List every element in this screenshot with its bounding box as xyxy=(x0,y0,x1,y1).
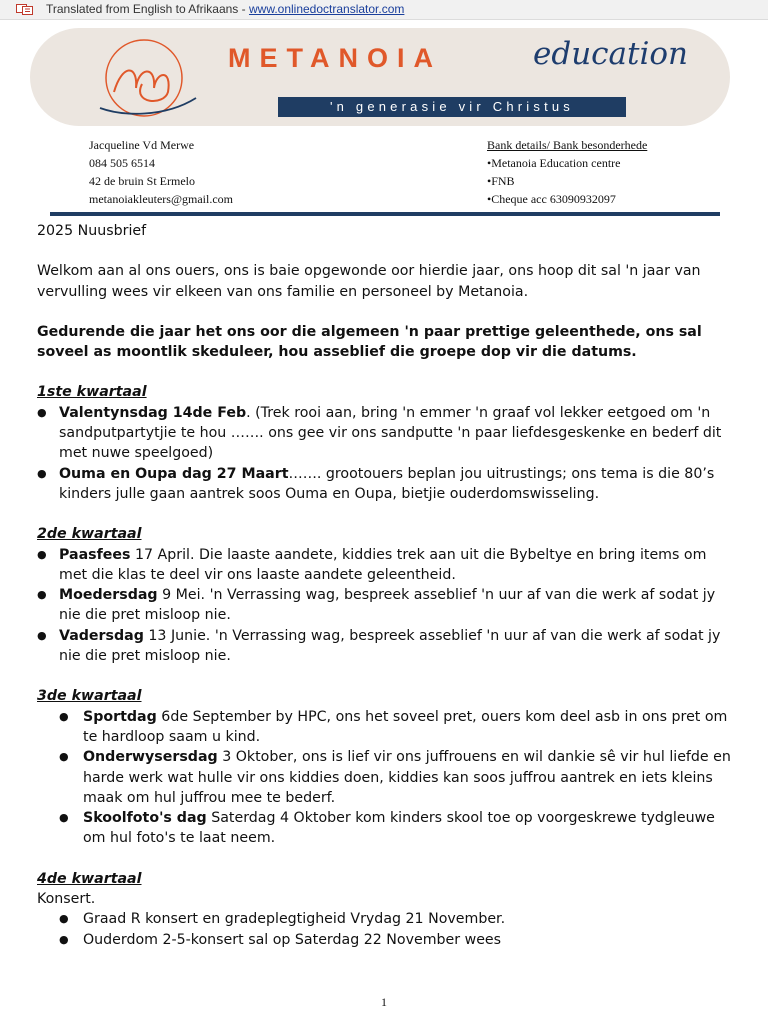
section-heading-q2: 2de kwartaal xyxy=(37,526,142,543)
q3-list xyxy=(37,707,737,849)
event-label: Ouma en Oupa dag 27 Maart xyxy=(59,465,289,482)
contact-name: Jacqueline Vd Merwe xyxy=(89,138,195,152)
event-text: 6de September by HPC, ons het soveel pret, ouers kom deel asb in ons pret om te hardloop saam u kind. xyxy=(83,708,728,745)
list-item: ● Ouderdom 2-5-konsert sal op Saterdag 22 November wees xyxy=(37,930,737,950)
q2-list xyxy=(37,545,737,667)
event-label: Sportdag xyxy=(83,708,157,725)
list-item xyxy=(37,626,737,667)
section-heading-q3: 3de kwartaal xyxy=(37,688,142,705)
bank-name: •Metanoia Education centre xyxy=(487,156,621,170)
bank-details xyxy=(487,136,647,208)
bank-account: •Cheque acc 63090932097 xyxy=(487,192,616,206)
event-label: Moedersdag xyxy=(59,587,158,604)
list-item xyxy=(37,403,737,464)
list-item xyxy=(37,585,737,626)
translation-notice xyxy=(46,2,404,16)
event-text: 9 Mei. 'n Verrassing wag, bespreek asseblief 'n uur af van die werk af sodat jy nie die pret misloop nie. xyxy=(59,587,716,624)
q1-list xyxy=(37,403,737,504)
brand-name: METANOIA xyxy=(228,43,442,73)
list-item xyxy=(37,464,737,505)
event-text: ……. grootouers beplan jou uitrustings; ons tema is die 80’s kinders julle gaan aantrek soos Ouma en Oupa, bietjie ouderdomswisseling. xyxy=(59,465,715,502)
list-item xyxy=(37,808,737,849)
section-subheading: Konsert. xyxy=(37,891,96,908)
bank-bank: •FNB xyxy=(487,174,515,188)
contact-phone: 084 505 6514 xyxy=(89,156,155,170)
translator-link[interactable]: www.onlinedoctranslator.com xyxy=(248,2,405,16)
newsletter-title: 2025 Nuusbrief xyxy=(37,223,147,239)
event-label: Onderwysersdag xyxy=(83,749,218,766)
translate-icon xyxy=(16,4,34,15)
list-item: ● Graad R konsert en gradeplegtigheid Vrydag 21 November. xyxy=(37,909,737,929)
event-text: . (Trek rooi aan, bring 'n emmer 'n graaf vol lekker eetgoed om 'n sandputpartytjie te hou ……. ons gee vir ons sandputte 'n paar liefdesgeskenke en bederf dit met nuwe speelgoed) xyxy=(59,404,722,462)
logo-swirl-icon xyxy=(92,34,202,122)
intro-bold-paragraph: Gedurende die jaar het ons oor die algemeen 'n paar prettige geleenthede, ons sal soveel as moontlik skeduleer, hou asseblief die groepe dop vir die datums. xyxy=(37,323,702,361)
list-item xyxy=(37,545,737,586)
event-text: Saterdag 4 Oktober kom kinders skool toe op voorgeskrewe tydgleuwe om hul foto's te laat neem. xyxy=(83,810,715,847)
section-heading-q1: 1ste kwartaal xyxy=(37,384,147,401)
list-item xyxy=(37,707,737,748)
newsletter-body xyxy=(37,221,737,950)
brand-script: education xyxy=(533,36,688,72)
translation-label: Translated from English to Afrikaans - xyxy=(46,2,249,16)
event-label: Vadersdag xyxy=(59,627,144,644)
page-number: 1 xyxy=(381,995,387,1009)
contact-address: 42 de bruin St Ermelo xyxy=(89,174,195,188)
list-item xyxy=(37,747,737,808)
event-label: Skoolfoto's dag xyxy=(83,810,207,827)
event-text: 3 Oktober, ons is lief vir ons juffrouens en wil dankie sê vir hul liefde en harde werk wat hulle vir ons kiddies doen, kiddies kan soos juffrou aantrek en iets kleins maak om hul juffrou mee te bederf. xyxy=(83,749,731,806)
tagline: 'n generasie vir Christus xyxy=(278,97,626,117)
translation-bar xyxy=(0,0,768,20)
event-text: 13 Junie. 'n Verrassing wag, bespreek asseblief 'n uur af van die werk af sodat jy nie die pret misloop nie. xyxy=(59,627,721,665)
intro-paragraph: Welkom aan al ons ouers, ons is baie opgewonde oor hierdie jaar, ons hoop dit sal 'n jaar van vervulling wees vir elkeen van ons familie en personeel by Metanoia. xyxy=(37,263,701,300)
event-label: Valentynsdag 14de Feb xyxy=(59,404,247,421)
event-label: Paasfees xyxy=(59,546,131,563)
contact-email: metanoiakleuters@gmail.com xyxy=(89,192,234,206)
header-divider xyxy=(50,212,720,216)
section-heading-q4: 4de kwartaal xyxy=(37,870,142,887)
bank-title: Bank details/ Bank besonderhede xyxy=(487,138,648,152)
contact-details xyxy=(89,136,233,208)
event-text: 17 April. Die laaste aandete, kiddies trek aan uit die Bybeltye en bring items om met die klas te deel vir ons laaste aandete geleentheid. xyxy=(59,546,707,583)
q4-list xyxy=(37,909,737,950)
